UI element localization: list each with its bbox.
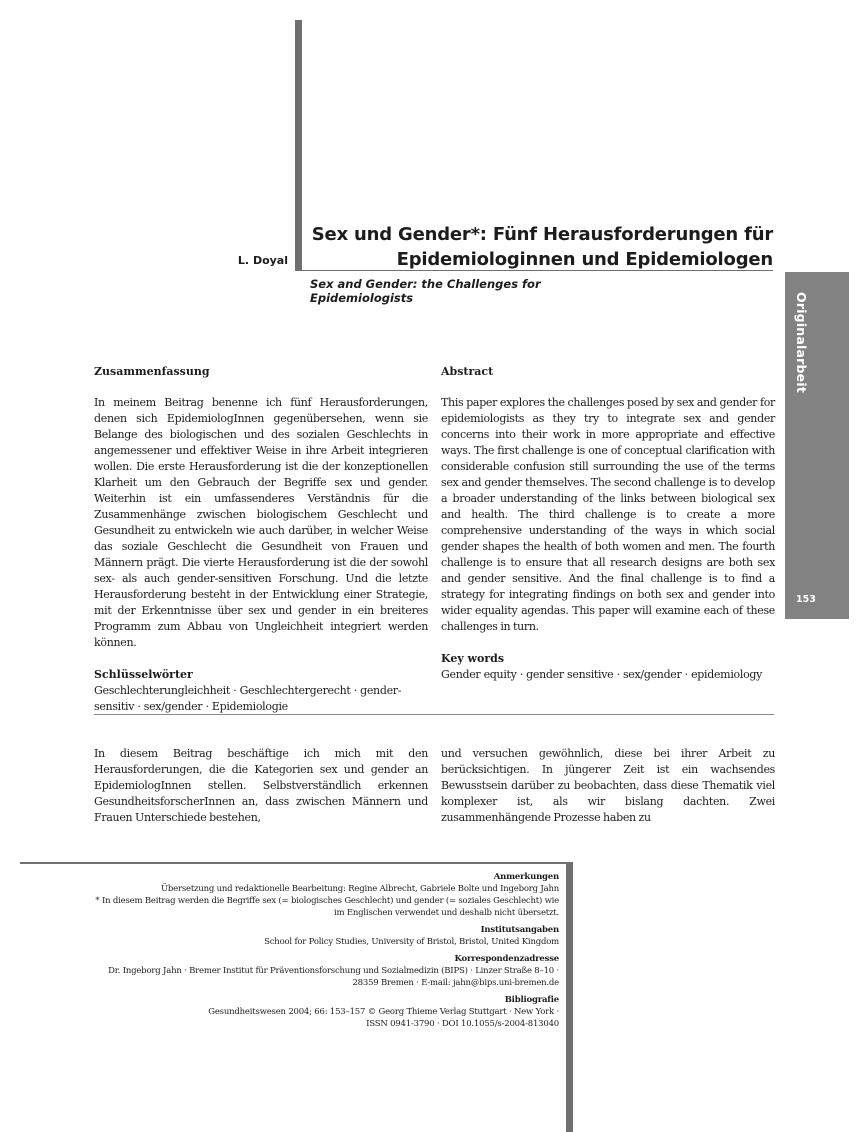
author-name: L. Doyal	[237, 254, 288, 267]
page-number: 153	[796, 594, 816, 605]
anmerkungen-line: im Englischen verwendet und deshalb nicht übersetzt.	[334, 908, 559, 918]
korrespondenz-line: Dr. Ingeborg Jahn · Bremer Institut für Präventionsforschung und Sozialmedizin (BIPS) · Linzer Straße 8–10 ·	[108, 966, 559, 976]
title-line-1: Sex und Gender*: Fünf Herausforderungen für	[311, 224, 773, 245]
zusammenfassung-section	[94, 364, 428, 715]
footnote-block	[40, 871, 559, 1030]
key-words-heading: Key words	[441, 652, 505, 665]
anmerkungen-line: Übersetzung und redaktionelle Bearbeitung: Regine Albrecht, Gabriele Bolte und Ingeborg Jahn	[160, 884, 559, 894]
header-accent-bar	[295, 20, 302, 270]
abstract-section	[441, 364, 775, 683]
zusammenfassung-heading: Zusammenfassung	[94, 365, 210, 378]
korrespondenz-heading: Korrespondenzadresse	[454, 954, 559, 964]
bibliografie-line: ISSN 0941-3790 · DOI 10.1055/s-2004-813040	[366, 1019, 559, 1029]
abstract-text: This paper explores the challenges posed by sex and gender for epidemiologists as they try to integrate sex and gender concerns into their work in more appropriate and effective ways. The first challenge is one of conceptual clarification with considerable confusion still surrounding the use of the terms sex and gender themselves. The second challenge is to develop a broader understanding of the links between biological sex and health. The third challenge is to create a more comprehensive understanding of the ways in which social gender shapes the health of both women and men. The fourth challenge is to ensure that all research designs are both sex and gender sensitive. And the final challenge is to find a strategy for integrating findings on both sex and gender into wider equality agendas. This paper will examine each of these challenges in turn.	[441, 396, 775, 633]
institut-heading: Institutsangaben	[480, 925, 559, 935]
footnote-rule	[20, 862, 573, 864]
bibliografie-line: Gesundheitswesen 2004; 66: 153–157 © Georg Thieme Verlag Stuttgart · New York ·	[208, 1007, 559, 1017]
section-divider	[94, 714, 774, 715]
schluesselwoerter-heading: Schlüsselwörter	[94, 668, 193, 681]
institut-line: School for Policy Studies, University of Bristol, Bristol, United Kingdom	[264, 937, 559, 947]
section-label: Originalarbeit	[794, 292, 809, 394]
body-column-left	[94, 746, 428, 826]
body-text-right: und versuchen gewöhnlich, diese bei ihrer Arbeit zu berücksichtigen. In jüngerer Zeit ist ein wachsendes Bewusstsein darüber zu beobachten, dass diese Thematik viel komplexer ist, als wir bislang dachten. Zwei zusammenhängende Prozesse haben zu	[441, 747, 775, 824]
page-title	[310, 222, 773, 272]
body-column-right	[441, 746, 775, 826]
korrespondenz-line: 28359 Bremen · E-mail: jahn@bips.uni-bremen.de	[352, 978, 559, 988]
anmerkungen-line: * In diesem Beitrag werden die Begriffe sex (= biologisches Geschlecht) und gender (= soziales Geschlecht) wie	[95, 896, 559, 906]
bibliografie-heading: Bibliografie	[504, 995, 559, 1005]
footnote-accent-bar	[566, 862, 573, 1132]
body-text-left: In diesem Beitrag beschäftige ich mich mit den Herausforderungen, die die Kategorien sex und gender an EpidemiologInnen stellen. Selbstverständlich erkennen GesundheitsforscherInnen an, dass zwischen Männern und Frauen Unterschiede bestehen,	[94, 747, 428, 824]
zusammenfassung-text: In meinem Beitrag benenne ich fünf Herausforderungen, denen sich EpidemiologInnen gegenübersehen, wenn sie Belange des biologischen und des sozialen Geschlechts in angemessener und effektiver Weise in ihre Arbeit integrieren wollen. Die erste Herausforderung ist die der konzeptionellen Klarheit um den Gebrauch der Begriffe sex und gender. Weiterhin ist ein umfassenderes Verständnis für die Zusammenhänge zwischen biologischem Geschlecht und Gesundheit zu entwickeln wie auch darüber, in welcher Weise das soziale Geschlecht die Gesundheit von Frauen und Männern prägt. Die vierte Herausforderung ist die der sowohl sex- als auch gender-sensitiven Forschung. Und die letzte Herausforderung besteht in der Entwicklung einer Strategie, mit der Erkenntnisse über sex und gender in ein breiteres Programm zum Abbau von Ungleichheit integriert werden können.	[94, 396, 428, 649]
english-subtitle: Sex and Gender: the Challenges for Epidemiologists	[310, 277, 541, 305]
anmerkungen-heading: Anmerkungen	[493, 872, 559, 882]
key-words-text: Gender equity · gender sensitive · sex/gender · epidemiology	[441, 668, 763, 681]
schluesselwoerter-text: Geschlechterungleichheit · Geschlechtergerecht · gender-sensitiv · sex/gender · Epidemiologie	[94, 684, 402, 713]
title-line-2: Epidemiologinnen und Epidemiologen	[396, 249, 773, 270]
abstract-heading: Abstract	[441, 365, 494, 378]
